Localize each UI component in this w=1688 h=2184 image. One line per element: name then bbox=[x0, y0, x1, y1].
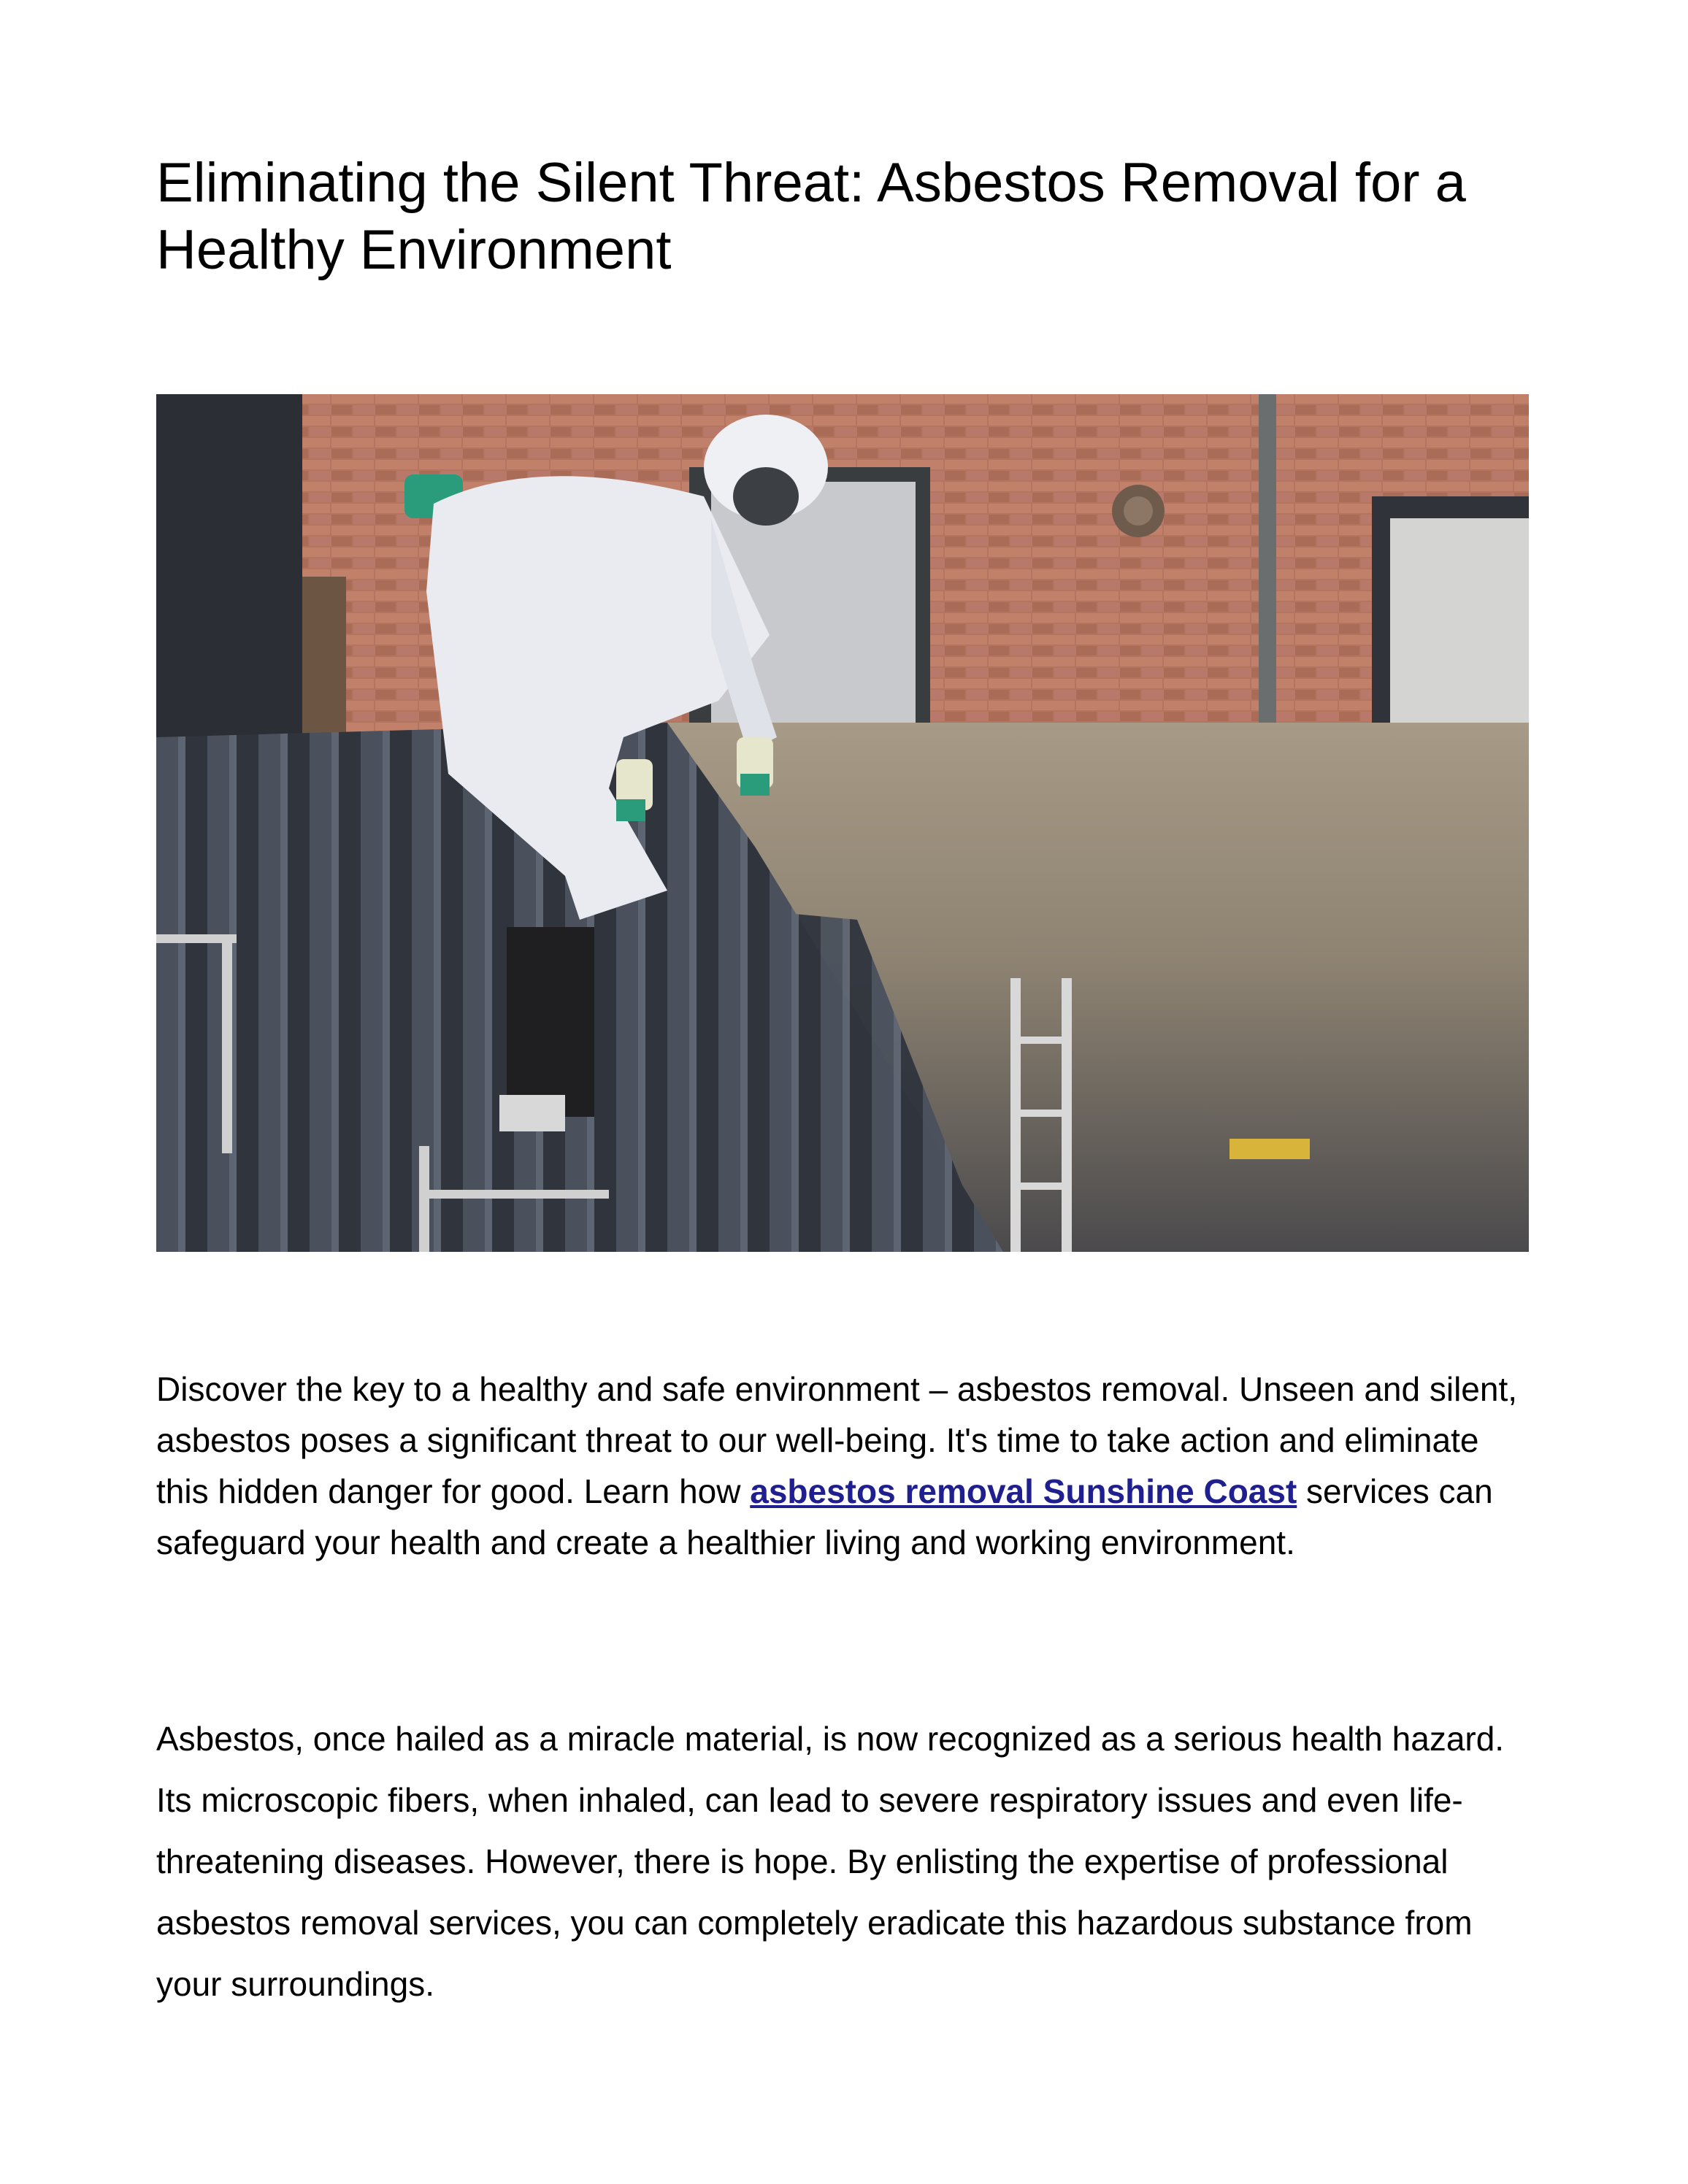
photo-illustration bbox=[156, 394, 1529, 1252]
document-title: Eliminating the Silent Threat: Asbestos Removal for a Healthy Environment bbox=[156, 152, 1466, 281]
body-paragraph: Asbestos, once hailed as a miracle material, is now recognized as a serious health hazard. Its microscopic fibers, when inhaled, can lead to severe respiratory issues and even life-threatening diseases. However, there is hope. By enlisting the expertise of professional asbestos removal services, you can completely eradicate this hazardous substance from your surroundings. bbox=[156, 1720, 1505, 2003]
asbestos-removal-link[interactable]: asbestos removal Sunshine Coast bbox=[750, 1472, 1297, 1510]
intro-text-start: Discover the key to a healthy and safe environment – asbestos removal. Unseen and silent, asbestos poses a significant threat to our well-being. It's time to take action and eliminate this hidden danger for good. Learn how bbox=[156, 1370, 1518, 1510]
dark-fence bbox=[156, 394, 302, 774]
downpipe bbox=[1259, 394, 1276, 737]
tool bbox=[1229, 1139, 1310, 1159]
hero-image bbox=[156, 394, 1529, 1252]
intro-paragraph bbox=[156, 1364, 1529, 1568]
intro-text-end: services can safeguard your health and create a healthier living and working environment. bbox=[156, 1472, 1493, 1561]
